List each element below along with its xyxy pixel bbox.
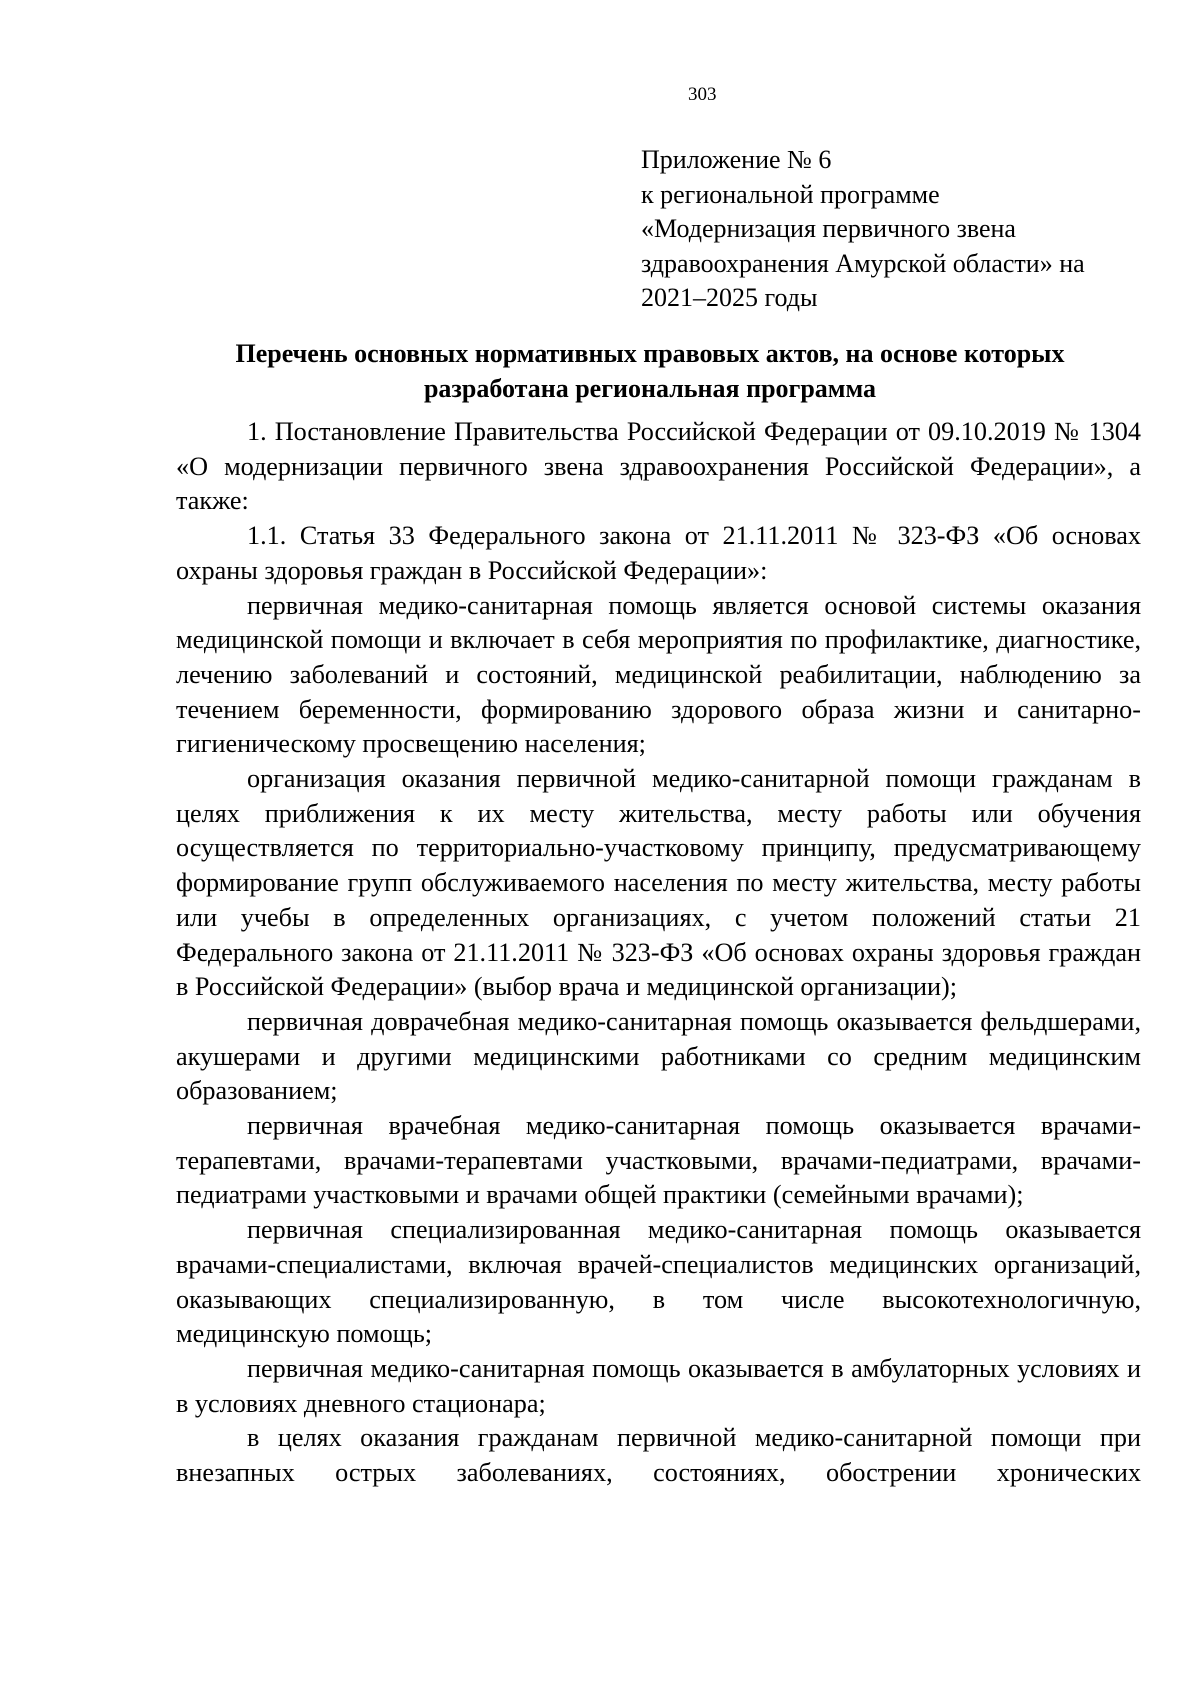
paragraph: в целях оказания гражданам первичной медико-санитарной помощи при внезапных острых заболеваниях, состояниях, обострении хронических [176,1423,1141,1488]
page-number: 303 [688,84,717,105]
paragraph: 1. Постановление Правительства Российской Федерации от 09.10.2019 № 1304 «О модернизации первичного звена здравоохранения Российской Федерации», а также: [176,417,1141,516]
title-line: Перечень основных нормативных правовых актов, на основе которых [235,339,1065,368]
appendix-header [641,143,1161,316]
paragraph: 1.1. Статья 33 Федерального закона от 21.11.2011 № 323-ФЗ «Об основах охраны здоровья граждан в Российской Федерации»: [176,521,1141,585]
paragraph: первичная доврачебная медико-санитарная помощь оказывается фельдшерами, акушерами и другими медицинскими работниками со средним медицинским образованием; [176,1006,1141,1106]
appendix-line: к региональной программе [641,179,940,209]
appendix-line: 2021–2025 годы [641,283,818,312]
appendix-line: здравоохранения Амурской области» на [641,248,1085,278]
document-title [150,336,1150,406]
paragraph: первичная специализированная медико-санитарная помощь оказывается врачами-специалистами, включая врачей-специалистов медицинских организаций, оказывающих специализированную, в том числе высокотехнологичную, медицинскую помощь; [176,1215,1141,1349]
paragraph: первичная медико-санитарная помощь является основой системы оказания медицинской помощи и включает в себя мероприятия по профилактике, диагностике, лечению заболеваний и состояний, медицинской реабилитации, наблюдению за течением беременности, формированию здорового образа жизни и санитарно-гигиеническому просвещению населения; [176,590,1141,759]
paragraph: первичная медико-санитарная помощь оказывается в амбулаторных условиях и в условиях дневного стационара; [176,1353,1141,1418]
paragraph: первичная врачебная медико-санитарная помощь оказывается врачами-терапевтами, врачами-терапевтами участковыми, врачами-педиатрами, врачами-педиатрами участковыми и врачами общей практики (семейными врачами); [176,1111,1141,1210]
appendix-line: Приложение № 6 [641,145,832,174]
paragraph: организация оказания первичной медико-санитарной помощи гражданам в целях приближения к их месту жительства, месту работы или обучения осуществляется по территориально-участковому принципу, предусматривающему формирование групп обслуживаемого населения по месту жительства, месту работы или учебы в определенных организациях, с учетом положений статьи 21 Федерального закона от 21.11.2011 № 323-ФЗ «Об основах охраны здоровья граждан в Российской Федерации» (выбор врача и медицинской организации); [176,764,1141,1002]
document-body [176,415,1141,1491]
title-line: разработана региональная программа [423,374,877,403]
appendix-line: «Модернизация первичного звена [641,214,1016,243]
